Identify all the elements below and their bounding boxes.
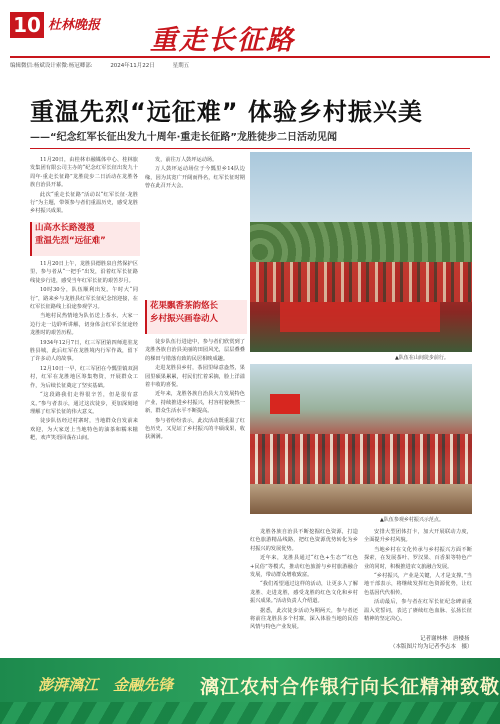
article-title: 重温先烈“远征难” 体验乡村振兴美 xyxy=(30,98,423,126)
footer-wave-decoration xyxy=(0,702,500,724)
paragraph: “乡村振兴，产业是关键，人才是支撑。”当地干部表示，将继续发挥红色资源优势，让红色基因代代相传。 xyxy=(364,573,472,596)
footer-ad-title: 漓江农村合作银行向长征精神致敬 xyxy=(200,676,500,698)
photo-flag xyxy=(270,394,300,414)
paragraph: 徒步队伍经过村寨时，当地群众自发前来欢迎，为大家送上当地特色的油茶和糯米糍粑，欢声笑语回荡在山间。 xyxy=(30,418,138,442)
paragraph: 11月20日上午，龙胜县德胜泉自然保护区里，参与者从“一把手”出发，沿着红军长征路线徒步行进，感受当年红军长征的艰苦岁月。 xyxy=(30,261,138,284)
footer-slogan: 澎湃漓江 金融先锋 xyxy=(38,676,174,694)
reporter-byline: 记者谢林林 唐楼扬 xyxy=(420,636,470,642)
subhead-line: 重温先烈“远征难” xyxy=(35,236,106,246)
paragraph: 万人鼓坪运动场位于今瓢里乡14队边缘，因为其宽广开阔而得名，红军长征时期曾在此召开大会。 xyxy=(145,166,245,190)
article-column-2b xyxy=(145,338,245,443)
paragraph: 12月10日一早，红三军团在今瓢里镇双洞村，红军在龙胜地区筹集物资，开展群众工作，为后续长征奠定了坚实基础。 xyxy=(30,365,138,389)
paragraph: 近年来，龙胜县通过“红色+生态”“红色+民俗”等模式，推动红色旅游与乡村旅游融合发展，带动群众增收致富。 xyxy=(250,555,358,579)
photo-caption-2: ▲队伍参观乡村振兴示范点。 xyxy=(380,517,444,523)
article-column-1 xyxy=(30,156,138,217)
section-subhead-2 xyxy=(145,300,247,334)
subhead-line: 乡村振兴画卷动人 xyxy=(150,314,219,324)
paragraph: 走进龙胜县乡村，茶园里绿意盎然，果园里硕果累累，村民们忙着采摘，脸上洋溢着丰收的喜悦。 xyxy=(145,365,245,389)
paragraph: 徒步队伍行进途中，参与者们欣赏到了龙胜各族自治县美丽的田园风光，层层叠叠的梯田与错落有致的民居相映成趣。 xyxy=(145,339,245,362)
paragraph: 发，前往万人鼓坪运动场。 xyxy=(155,157,218,163)
article-subtitle: ——“纪念红军长征出发九十周年·重走长征路”龙胜徒步二日活动见闻 xyxy=(30,132,337,143)
subhead-line: 花果飘香茶韵悠长 xyxy=(150,301,219,311)
photo-credit: （本版图片均为记者李志本 摄） xyxy=(390,644,473,650)
paragraph: 近年来，龙胜各族自治县大力发展特色产业，持续推进乡村振兴，村容村貌焕然一新，群众生活水平不断提高。 xyxy=(145,391,245,415)
paragraph: 当地村民热情地为队伍送上茶水，大家一边行走一边聆听讲解，切身体会红军长征途经龙胜时的艰苦历程。 xyxy=(30,313,138,337)
paragraph: 活动最后，参与者在红军长征纪念碑前重温入党誓词，表达了赓续红色血脉、弘扬长征精神的坚定决心。 xyxy=(364,599,472,623)
paragraph: 安排大型团体打卡，加大开展联动力度，全面提升乡村风貌。 xyxy=(364,529,472,544)
credits-date: 2024年11月22日 xyxy=(110,63,155,69)
credits-editors: 编辑微信:杨斌设计索微:杨冠卿部: xyxy=(10,63,93,69)
paragraph: 此次“重走长征路”活动以“红军长征·龙胜行”为主题，带领参与者们重温历史，感受龙胜乡村振兴成果。 xyxy=(30,191,138,215)
credits-line xyxy=(10,61,490,69)
article-column-1b xyxy=(30,260,138,444)
section-subhead-1 xyxy=(30,222,140,256)
paragraph: 参与者纷纷表示，此次活动既重温了红色历史，又见证了乡村振兴的丰硕成果，收获满满。 xyxy=(145,417,245,441)
photo-banner xyxy=(280,302,440,332)
paragraph: 当地乡村在文化传承与乡村振兴方面不断探索，在发展茶叶、罗汉果、百香果等特色产业的同时，积极推进农文旅融合发展。 xyxy=(364,546,472,570)
column-title: 重走长征路 xyxy=(150,25,295,56)
masthead xyxy=(0,0,500,69)
photo-trees xyxy=(250,222,472,262)
paragraph: 龙胜各族自治县不断挖掘红色资源，打造红色旅游精品线路，把红色资源优势转化为乡村振兴的发展优势。 xyxy=(250,529,358,552)
article-column-2 xyxy=(145,156,245,192)
article-column-4 xyxy=(364,528,472,624)
paragraph: “我们希望通过这样的活动，让更多人了解龙胜、走进龙胜，感受龙胜的红色文化和乡村振兴成果。”活动负责人介绍道。 xyxy=(250,581,358,605)
footer-advertisement xyxy=(0,658,500,724)
paragraph: 11月20日，由桂林市融媒体中心、桂林旅发集团有限公司主办的“纪念红军长征出发九十周年·重走长征路”龙胜徒步二日活动在龙胜各族自治县开幕。 xyxy=(30,157,138,189)
paragraph: “这段路我们走得很辛苦，但是很有意义。”参与者表示，通过这次徒步，更加深刻地理解了红军长征的伟大意义。 xyxy=(30,392,138,415)
paper-name: 杜林晚报 xyxy=(48,18,101,33)
photo-crowd xyxy=(250,262,472,302)
subhead-line: 山高水长路漫漫 xyxy=(35,223,95,233)
photo-crowd xyxy=(250,434,472,484)
paragraph: 10时30分，队伍顺利出发。午时大“同行”，路来乡与龙胜县红军长征纪念馆迎接，在红军长征路线上沿途参观学习。 xyxy=(30,287,138,311)
page-number: 10 xyxy=(10,12,44,38)
photo-caption-1: ▲队伍在山间徒步前行。 xyxy=(395,355,449,361)
paragraph: 据悉，此次徒步活动为期两天，参与者还将前往龙胜县多个村寨，深入体验当地的民俗风情与特色产业发展。 xyxy=(250,607,358,631)
title-divider xyxy=(30,148,470,149)
paragraph: 1934年12月7日，红三军团第四师进驻龙胜县城，此后红军在龙胜境内行军作战，留下了许多动人的故事。 xyxy=(30,339,138,363)
article-column-3 xyxy=(250,528,358,633)
photo-hiking-group xyxy=(250,152,472,352)
photo-village-visit xyxy=(250,364,472,514)
masthead-divider xyxy=(10,56,490,58)
credits-weekday: 星期五 xyxy=(172,63,190,69)
